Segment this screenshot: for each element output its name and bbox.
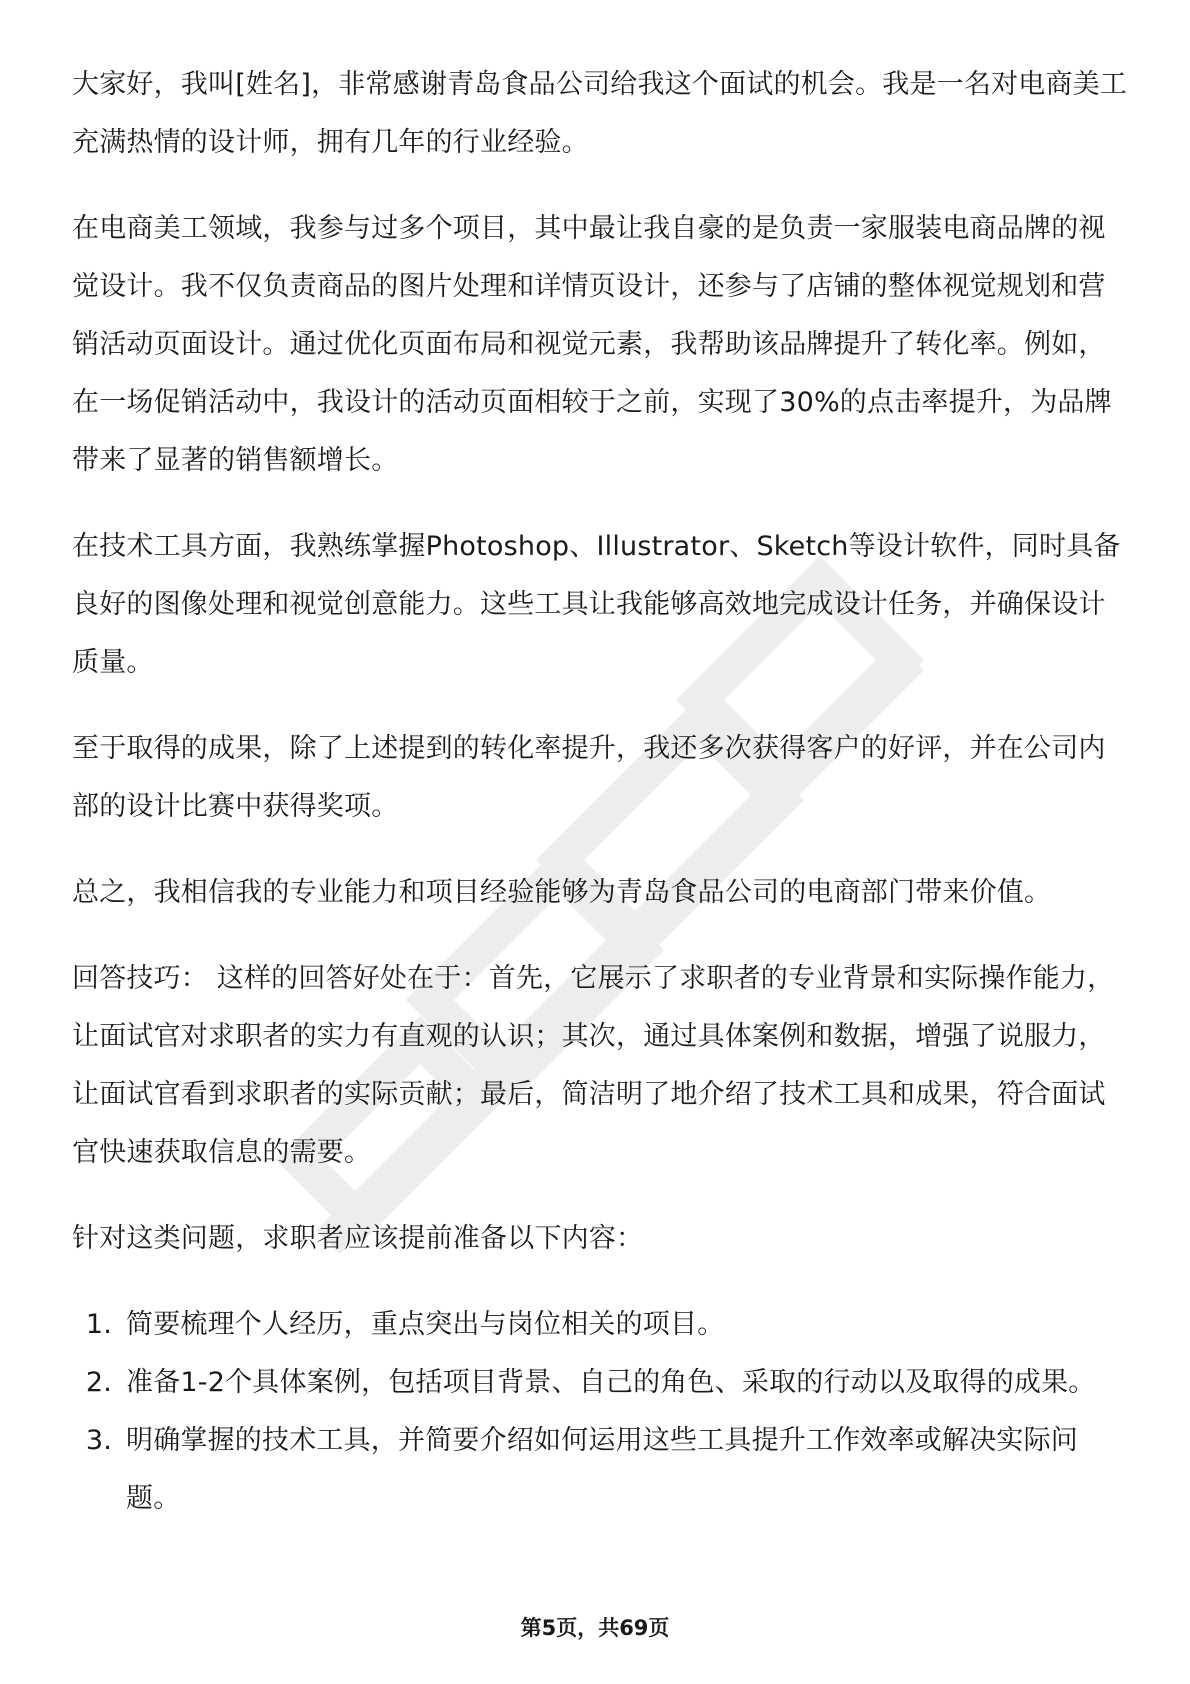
list-number: 2.	[85, 1367, 112, 1398]
list-text: 准备1-2个具体案例，包括项目背景、自己的角色、采取的行动以及取得的成果。	[126, 1367, 1096, 1398]
preparation-list	[72, 1296, 1132, 1528]
list-item	[72, 1412, 1132, 1528]
list-text: 明确掌握的技术工具，并简要介绍如何运用这些工具提升工作效率或解决实际问题。	[126, 1425, 1078, 1514]
document-body	[72, 56, 1132, 1528]
paragraph-prepare: 针对这类问题，求职者应该提前准备以下内容：	[72, 1223, 644, 1254]
list-text: 简要梳理个人经历，重点突出与岗位相关的项目。	[126, 1309, 725, 1340]
list-item	[72, 1354, 1132, 1412]
paragraph-experience: 在电商美工领域，我参与过多个项目，其中最让我自豪的是负责一家服装电商品牌的视觉设计。我不仅负责商品的图片处理和详情页设计，还参与了店铺的整体视觉规划和营销活动页面设计。通过优化页面布局和视觉元素，我帮助该品牌提升了转化率。例如，在一场促销活动中，我设计的活动页面相较于之前，实现了30%的点击率提升，为品牌带来了显著的销售额增长。	[72, 213, 1112, 476]
list-item	[72, 1296, 1132, 1354]
page-footer: 第5页，共69页	[520, 1616, 670, 1640]
paragraph-tools: 在技术工具方面，我熟练掌握Photoshop、Illustrator、Sketch等设计软件，同时具备良好的图像处理和视觉创意能力。这些工具让我能够高效地完成设计任务，并确保设计质量。	[72, 531, 1121, 678]
paragraph-achievements: 至于取得的成果，除了上述提到的转化率提升，我还多次获得客户的好评，并在公司内部的设计比赛中获得奖项。	[72, 733, 1106, 822]
list-number: 3.	[85, 1425, 112, 1456]
paragraph-tips: 回答技巧： 这样的回答好处在于：首先，它展示了求职者的专业背景和实际操作能力，让面试官对求职者的实力有直观的认识；其次，通过具体案例和数据，增强了说服力，让面试官看到求职者的实际贡献；最后，简洁明了地介绍了技术工具和成果，符合面试官快速获取信息的需要。	[72, 963, 1115, 1168]
list-number: 1.	[85, 1309, 112, 1340]
paragraph-intro: 大家好，我叫[姓名]，非常感谢青岛食品公司给我这个面试的机会。我是一名对电商美工充满热情的设计师，拥有几年的行业经验。	[72, 69, 1128, 158]
paragraph-summary: 总之，我相信我的专业能力和项目经验能够为青岛食品公司的电商部门带来价值。	[72, 877, 1052, 908]
